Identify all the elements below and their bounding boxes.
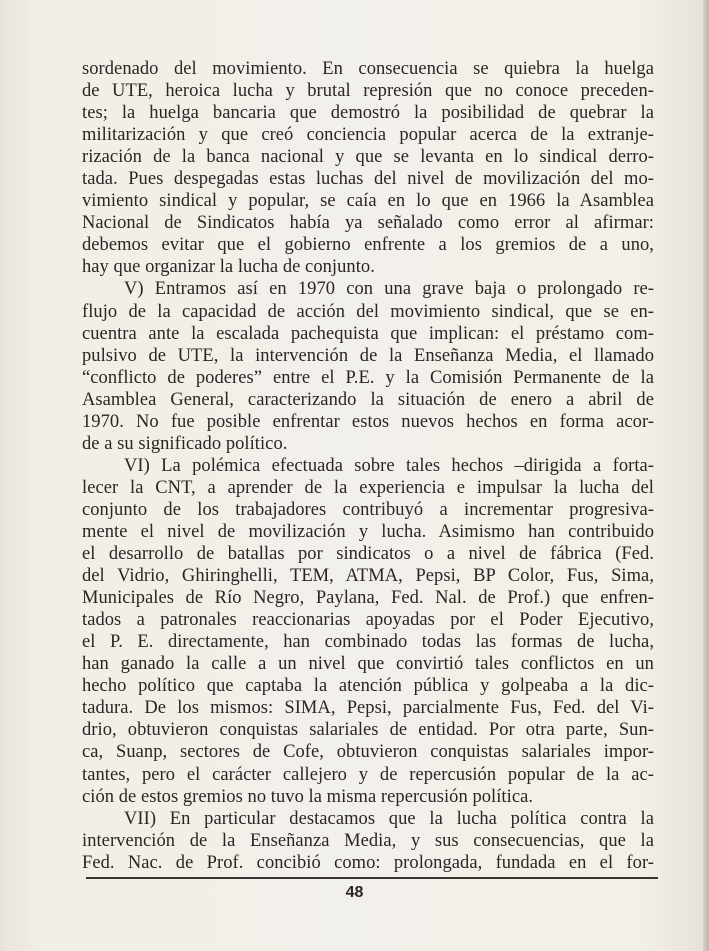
page-edge-shadow: [703, 0, 709, 951]
text-line: de a su significado político.: [82, 433, 288, 454]
text-line: ca, Suanp, sectores de Cofe, obtuvieron conquistas salariales impor-: [82, 742, 654, 763]
text-line: lecer la CNT, a aprender de la experiencia e impulsar la lucha del: [82, 477, 654, 498]
text-line: tes; la huelga bancaria que demostró la posibilidad de quebrar la: [82, 103, 654, 124]
text-line: tantes, pero el carácter callejero y de repercusión popular de la ac-: [82, 764, 654, 785]
text-line: militarización y que creó conciencia popular acerca de la extranje-: [82, 125, 654, 146]
text-line: hay que organizar la lucha de conjunto.: [82, 257, 375, 278]
text-line: flujo de la capacidad de acción del movimiento sindical, que se en-: [82, 301, 654, 322]
text-line: drio, obtuvieron conquistas salariales de entidad. Por otra parte, Sun-: [82, 720, 654, 741]
text-line: el desarrollo de batallas por sindicatos o a nivel de fábrica (Fed.: [82, 544, 654, 565]
text-line: rización de la banca nacional y que se levanta en lo sindical derro-: [82, 147, 654, 168]
text-line: tada. Pues despegadas estas luchas del nivel de movilización del mo-: [82, 169, 654, 190]
text-line: Municipales de Río Negro, Paylana, Fed. Nal. de Prof.) que enfren-: [82, 588, 654, 609]
page-number: 48: [345, 884, 364, 901]
text-line: el P. E. directamente, han combinado todas las formas de lucha,: [82, 632, 654, 653]
footer-rule: [86, 877, 658, 879]
text-line: conjunto de los trabajadores contribuyó a incrementar progresiva-: [82, 499, 654, 520]
section-vi-start: VI) La polémica efectuada sobre tales hechos –dirigida a forta-: [124, 455, 654, 476]
text-line: hecho político que captaba la atención pública y golpeaba a la dic-: [82, 676, 654, 697]
text-line: ción de estos gremios no tuvo la misma repercusión política.: [82, 786, 534, 807]
body-text: [82, 58, 654, 874]
text-line: sordenado del movimiento. En consecuencia se quiebra la huelga: [82, 59, 654, 79]
text-line: tadura. De los mismos: SIMA, Pepsi, parcialmente Fus, Fed. del Vi-: [82, 698, 654, 719]
text-line: cuentra ante la escalada pachequista que implican: el préstamo com-: [82, 323, 654, 344]
text-line: vimiento sindical y popular, se caía en lo que en 1966 la Asamblea: [82, 191, 654, 212]
text-line: tados a patronales reaccionarias apoyadas por el Poder Ejecutivo,: [82, 610, 654, 631]
text-line: Asamblea General, caracterizando la situación de enero a abril de: [82, 389, 654, 410]
text-line: debemos evitar que el gobierno enfrente a los gremios de a uno,: [82, 235, 654, 256]
text-line: de UTE, heroica lucha y brutal represión que no conoce preceden-: [82, 81, 654, 102]
text-line: del Vidrio, Ghiringhelli, TEM, ATMA, Pepsi, BP Color, Fus, Sima,: [82, 566, 654, 587]
text-line: Nacional de Sindicatos había ya señalado como error al afirmar:: [82, 213, 654, 234]
text-line: intervención de la Enseñanza Media, y sus consecuencias, que la: [82, 830, 654, 851]
text-line: Fed. Nac. de Prof. concibió como: prolongada, fundada en el for-: [82, 852, 654, 873]
text-line: han ganado la calle a un nivel que convirtió tales conflictos en un: [82, 654, 654, 675]
section-vii-start: VII) En particular destacamos que la lucha política contra la: [124, 808, 654, 829]
text-line: mente el nivel de movilización y lucha. Asimismo han contribuido: [82, 521, 654, 542]
text-line: pulsivo de UTE, la intervención de la Enseñanza Media, el llamado: [82, 345, 654, 366]
section-v-start: V) Entramos así en 1970 con una grave baja o prolongado re-: [124, 279, 654, 300]
text-line: 1970. No fue posible enfrentar estos nuevos hechos en forma acor-: [82, 411, 654, 432]
text-line: “conflicto de poderes” entre el P.E. y la Comisión Permanente de la: [82, 367, 654, 388]
